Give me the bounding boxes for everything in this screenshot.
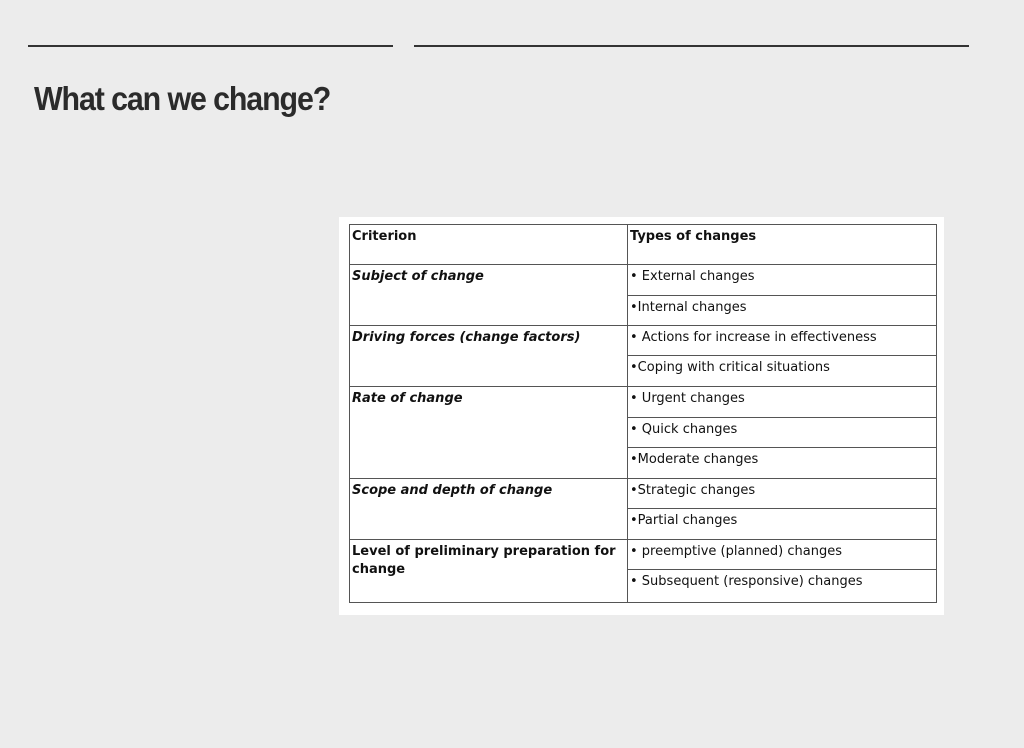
criterion-cell: Rate of change	[350, 387, 628, 479]
change-criteria-table	[349, 224, 937, 603]
table-header-row	[350, 225, 937, 265]
change-type-cell: • Urgent changes	[628, 387, 937, 418]
column-header-criterion: Criterion	[350, 225, 628, 265]
table-row	[350, 265, 937, 296]
change-type-cell: •Partial changes	[628, 509, 937, 540]
criterion-cell: Scope and depth of change	[350, 479, 628, 540]
change-type-cell: •Strategic changes	[628, 479, 937, 509]
change-type-cell: •Coping with critical situations	[628, 356, 937, 387]
change-type-cell: •Moderate changes	[628, 448, 937, 479]
change-type-cell: •Internal changes	[628, 296, 937, 326]
change-type-cell: • preemptive (planned) changes	[628, 540, 937, 570]
table-row	[350, 540, 937, 570]
change-criteria-table-image	[339, 217, 944, 615]
slide-title: What can we change?	[34, 80, 331, 117]
criterion-cell: Level of preliminary preparation for change	[350, 540, 628, 603]
table-row	[350, 326, 937, 356]
table-row	[350, 387, 937, 418]
change-type-cell: • Actions for increase in effectiveness	[628, 326, 937, 356]
header-rule-left	[28, 45, 393, 47]
header-rule-right	[414, 45, 969, 47]
column-header-types: Types of changes	[628, 225, 937, 265]
change-type-cell: • External changes	[628, 265, 937, 296]
criterion-cell: Driving forces (change factors)	[350, 326, 628, 387]
table-row	[350, 479, 937, 509]
change-type-cell: • Subsequent (responsive) changes	[628, 570, 937, 603]
change-type-cell: • Quick changes	[628, 418, 937, 448]
criterion-cell: Subject of change	[350, 265, 628, 326]
